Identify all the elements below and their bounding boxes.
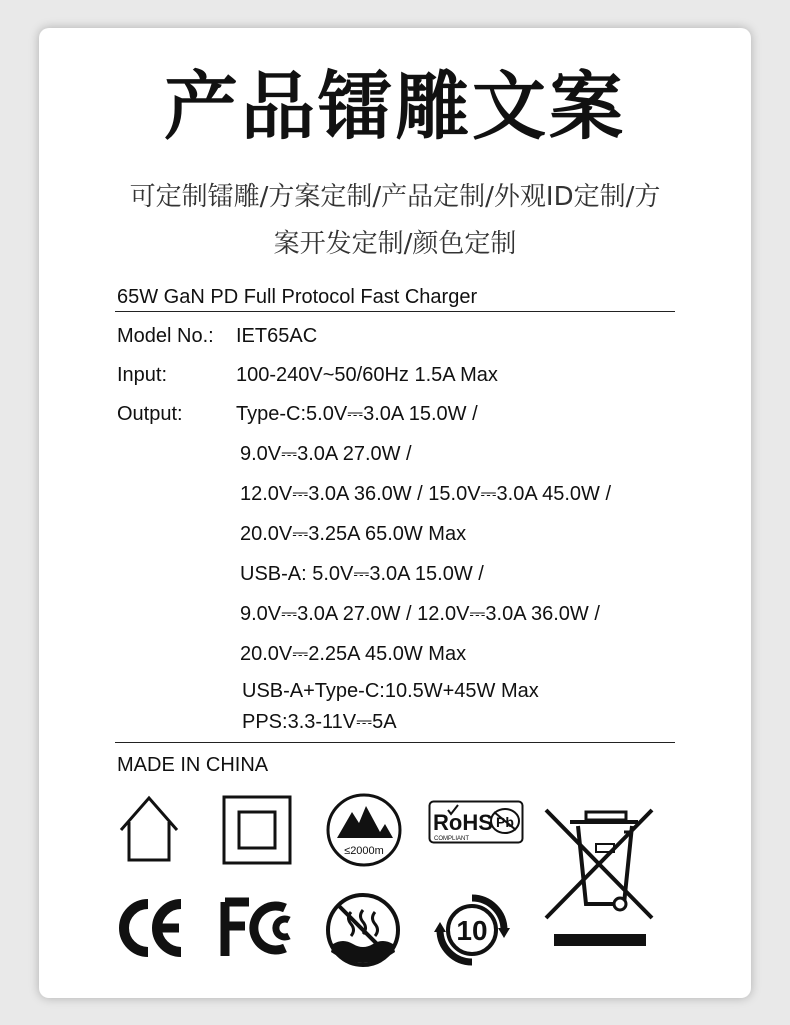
altitude-icon	[325, 792, 403, 868]
subtitle-line-1: 可定制镭雕/方案定制/产品定制/外观ID定制/方	[129, 182, 661, 212]
input-label: Input:	[117, 364, 168, 386]
page-title: 产品镭雕文案	[164, 64, 626, 150]
top-divider	[115, 311, 675, 312]
ce-text: CE	[117, 896, 119, 897]
pb-text: Pb	[496, 814, 514, 830]
fcc-text: FC	[219, 896, 221, 897]
rohs-text: RoHS	[433, 810, 493, 835]
model-label: Model No.:	[117, 325, 214, 347]
output-label: Output:	[117, 403, 183, 425]
rohs-icon	[428, 800, 524, 844]
product-name: 65W GaN PD Full Protocol Fast Charger	[117, 286, 478, 308]
weee-crossed-bin-icon	[540, 806, 660, 958]
fcc-mark-icon	[219, 896, 299, 960]
no-humid-environment-icon	[325, 892, 401, 968]
output-line: 12.0V⎓3.0A 36.0W / 15.0V⎓3.0A 45.0W /	[240, 483, 612, 505]
double-insulation-icon	[222, 795, 292, 865]
output-line: PPS:3.3-11V⎓5A	[242, 711, 397, 733]
origin-text: MADE IN CHINA	[117, 754, 269, 776]
subtitle-line-2: 案开发定制/颜色定制	[273, 229, 517, 259]
output-line: 9.0V⎓3.0A 27.0W /	[240, 443, 412, 465]
epup-text: 10	[456, 915, 488, 946]
output-line: USB-A: 5.0V⎓3.0A 15.0W /	[240, 563, 484, 585]
indoor-use-house-icon	[116, 792, 182, 864]
input-value: 100-240V~50/60Hz 1.5A Max	[236, 364, 498, 386]
output-line: 9.0V⎓3.0A 27.0W / 12.0V⎓3.0A 36.0W /	[240, 603, 600, 625]
output-line: 20.0V⎓3.25A 65.0W Max	[240, 523, 467, 545]
compliant-text: COMPLIANT	[434, 836, 470, 842]
output-line: Type-C:5.0V⎓3.0A 15.0W /	[236, 403, 478, 425]
ce-mark-icon	[117, 896, 187, 960]
altitude-text: ≤2000m	[344, 845, 384, 857]
output-line: 20.0V⎓2.25A 45.0W Max	[240, 643, 467, 665]
output-line: USB-A+Type-C:10.5W+45W Max	[242, 680, 539, 702]
model-value: IET65AC	[236, 325, 318, 347]
bottom-divider	[115, 742, 675, 743]
epup-10-icon	[432, 890, 512, 970]
